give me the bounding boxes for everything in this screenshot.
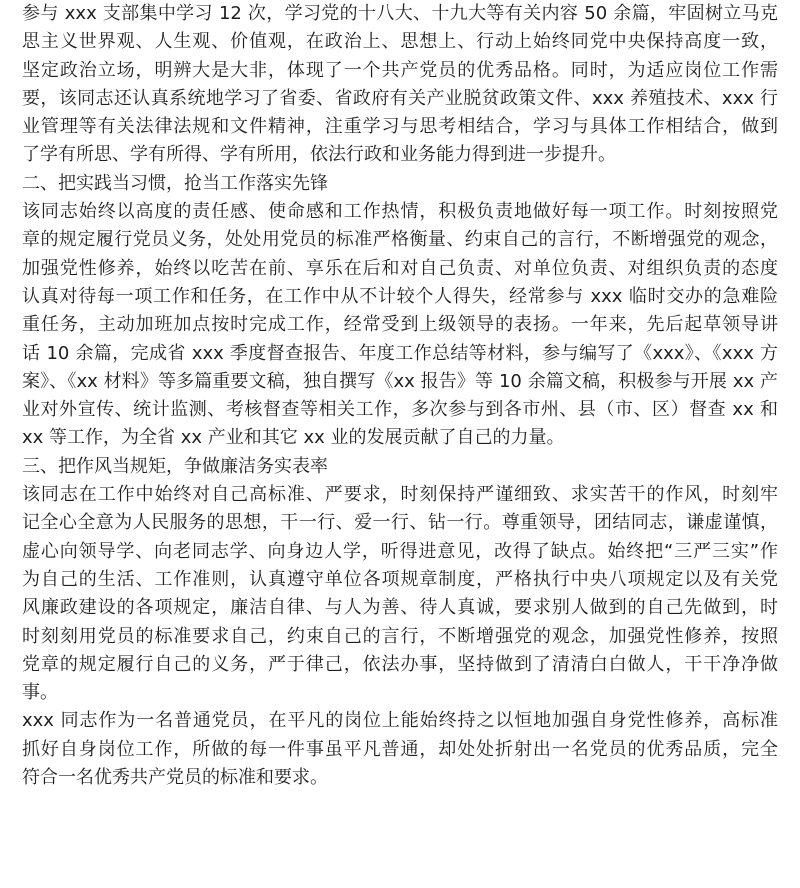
document-body <box>22 0 778 792</box>
paragraph-line: 加强党性修养，始终以吃苦在前、享乐在后和对自己负责、对单位负责、对组织负责的态度 <box>22 257 778 279</box>
paragraph-line: 话 10 余篇，完成省 xxx 季度督查报告、年度工作总结等材料，参与编写了《xxx》、《xxx 方 <box>22 342 778 364</box>
paragraph-line: 参与 xxx 支部集中学习 12 次，学习党的十八大、十九大等有关内容 50 余篇，牢固树立马克 <box>22 3 778 24</box>
paragraph-line: 党章的规定履行自己的义务，严于律己，依法办事，坚持做到了清清白白做人，干干净净做 <box>22 653 778 675</box>
paragraph-line: 事。 <box>22 682 58 704</box>
paragraph-line: xx 等工作，为全省 xx 产业和其它 xx 业的发展贡献了自己的力量。 <box>22 427 565 449</box>
paragraph-line: 该同志在工作中始终对自己高标准、严要求，时刻保持严谨细致、求实苦干的作风，时刻牢 <box>22 484 778 506</box>
paragraph-line: 虚心向领导学、向老同志学、向身边人学，听得进意见，改得了缺点。始终把“三严三实”作 <box>22 540 778 562</box>
paragraph-line: 为自己的生活、工作准则，认真遵守单位各项规章制度，严格执行中央八项规定以及有关党 <box>22 568 778 590</box>
paragraph-line: 坚定政治立场，明辨大是大非，体现了一个共产党员的优秀品格。同时，为适应岗位工作需 <box>22 59 778 81</box>
paragraph-line: 抓好自身岗位工作，所做的每一件事虽平凡普通，却处处折射出一名党员的优秀品质，完全 <box>22 738 778 760</box>
paragraph-line: 案》、《xx 材料》等多篇重要文稿，独自撰写《xx 报告》等 10 余篇文稿，积极参与开展 xx 产 <box>22 370 778 392</box>
paragraph-line: 风廉政建设的各项规定，廉洁自律、与人为善、待人真诚，要求别人做到的自己先做到，时 <box>22 597 778 619</box>
paragraph-line: 重任务，主动加班加点按时完成工作，经常受到上级领导的表扬。一年来，先后起草领导讲 <box>22 314 778 336</box>
section-heading: 三、把作风当规矩，争做廉洁务实表率 <box>22 455 328 477</box>
paragraph-line: xxx 同志作为一名普通党员，在平凡的岗位上能始终持之以恒地加强自身党性修养，高标准 <box>22 710 778 732</box>
paragraph-line: 该同志始终以高度的责任感、使命感和工作热情，积极负责地做好每一项工作。时刻按照党 <box>22 201 778 223</box>
paragraph-line: 章的规定履行党员义务，处处用党员的标准严格衡量、约束自己的言行，不断增强党的观念， <box>22 229 778 251</box>
paragraph-line: 记全心全意为人民服务的思想，干一行、爱一行、钻一行。尊重领导，团结同志，谦虚谨慎， <box>22 512 778 534</box>
section-heading: 二、把实践当习惯，抢当工作落实先锋 <box>22 172 328 194</box>
paragraph-line: 了学有所思、学有所得、学有所用，依法行政和业务能力得到进一步提升。 <box>22 144 616 166</box>
paragraph-line: 认真对待每一项工作和任务，在工作中从不计较个人得失，经常参与 xxx 临时交办的急难险 <box>22 285 778 307</box>
paragraph-line: 时刻刻用党员的标准要求自己，约束自己的言行，不断增强党的观念，加强党性修养，按照 <box>22 625 778 647</box>
paragraph-line: 符合一名优秀共产党员的标准和要求。 <box>22 767 328 789</box>
paragraph-line: 业管理等有关法律法规和文件精神，注重学习与思考相结合，学习与具体工作相结合，做到 <box>22 116 778 138</box>
paragraph-line: 业对外宣传、统计监测、考核督查等相关工作，多次参与到各市州、县（市、区）督查 xx 和 <box>22 399 778 421</box>
paragraph-line: 思主义世界观、人生观、价值观，在政治上、思想上、行动上始终同党中央保持高度一致， <box>22 31 778 53</box>
paragraph-line: 要，该同志还认真系统地学习了省委、省政府有关产业脱贫政策文件、xxx 养殖技术、xxx 行 <box>22 87 778 109</box>
